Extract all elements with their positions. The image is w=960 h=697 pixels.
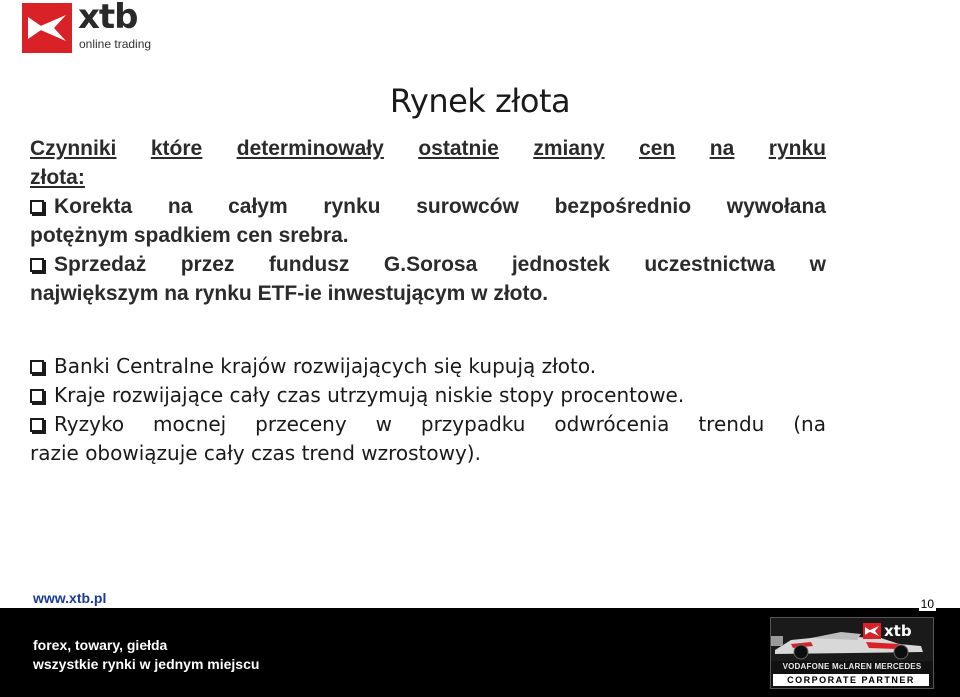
sponsor-brand: xtb [884, 622, 912, 640]
word: w [375, 412, 392, 436]
word: wywołana [726, 195, 826, 218]
sponsor-xtb-mark [863, 623, 881, 639]
word: determinowały [236, 137, 384, 160]
bullet-text: Banki Centralne krajów rozwijających się kupują złoto. [54, 354, 597, 378]
bullet-line-1 [30, 250, 826, 279]
heading-line-1 [30, 134, 826, 163]
bullet-text: Kraje rozwijające cały czas utrzymują niskie stopy procentowe. [54, 383, 685, 407]
slide-title: Rynek złota [389, 82, 571, 120]
word: w [809, 253, 826, 276]
xtb-logo-mark [22, 3, 72, 53]
word: na [709, 137, 735, 160]
word: rynku [768, 137, 826, 160]
bullet-item-risk [30, 410, 826, 468]
website-link[interactable]: www.xtb.pl [33, 590, 107, 606]
word: ostatnie [418, 137, 499, 160]
checkbox-bullet-icon [30, 258, 44, 272]
logo-tagline: online trading [79, 37, 152, 51]
checkbox-bullet-icon [30, 360, 44, 374]
word: na [167, 195, 193, 218]
bullet-line [30, 381, 826, 410]
word: fundusz [268, 253, 350, 276]
word: które [150, 137, 203, 160]
bullet-item-interest-rates [30, 381, 826, 410]
bullet-line-2: potężnym spadkiem cen srebra. [30, 224, 349, 247]
section-heading [30, 134, 826, 192]
slide-body [30, 134, 826, 468]
bullet-line-1 [30, 410, 826, 439]
bullet-line [30, 352, 826, 381]
word: przypadku [420, 412, 526, 436]
word: całym [228, 195, 288, 218]
word: mocnej [152, 412, 227, 436]
checkbox-bullet-icon [30, 389, 44, 403]
checkbox-bullet-icon [30, 200, 44, 214]
sponsor-team: VODAFONE McLAREN MERCEDES [782, 662, 922, 671]
footer-line-2: wszystkie rynki w jednym miejscu [33, 656, 260, 672]
bullet-word-first: Ryzyko [30, 410, 124, 439]
footer-line-1: forex, towary, giełda [33, 637, 168, 653]
word: przeceny [255, 412, 347, 436]
bullet-word-first: Sprzedaż [30, 250, 146, 279]
word: zmiany [533, 137, 605, 160]
spacer [30, 308, 826, 352]
word: przez [180, 253, 235, 276]
word: cen [639, 137, 676, 160]
bullet-item-central-banks [30, 352, 826, 381]
word: bezpośrednio [554, 195, 692, 218]
word: odwrócenia [554, 412, 670, 436]
bullet-item-correction [30, 192, 826, 250]
footer-slogan [33, 636, 259, 674]
word: surowców [416, 195, 519, 218]
bullet-line-2: największym na rynku ETF-ie inwestującym w złoto. [30, 282, 549, 305]
word: G.Sorosa [383, 253, 478, 276]
bullet-line-1 [30, 192, 826, 221]
word: rynku [323, 195, 381, 218]
bullet-word-first: Korekta [30, 192, 132, 221]
word: jednostek [511, 253, 610, 276]
xtb-logo [22, 0, 162, 55]
bullet-line-2: razie obowiązuje cały czas trend wzrostowy). [30, 441, 481, 465]
page-number: 10 [920, 597, 934, 611]
word: (na [793, 412, 826, 436]
word: trendu [698, 412, 765, 436]
word: uczestnictwa [644, 253, 776, 276]
word: Czynniki [30, 137, 117, 160]
sponsor-badge [770, 617, 934, 689]
bullet-item-soros [30, 250, 826, 308]
heading-line-2: złota: [30, 166, 85, 189]
checkbox-bullet-icon [30, 418, 44, 432]
sponsor-partner: CORPORATE PARTNER [773, 674, 929, 686]
logo-wordmark: xtb [78, 0, 138, 37]
